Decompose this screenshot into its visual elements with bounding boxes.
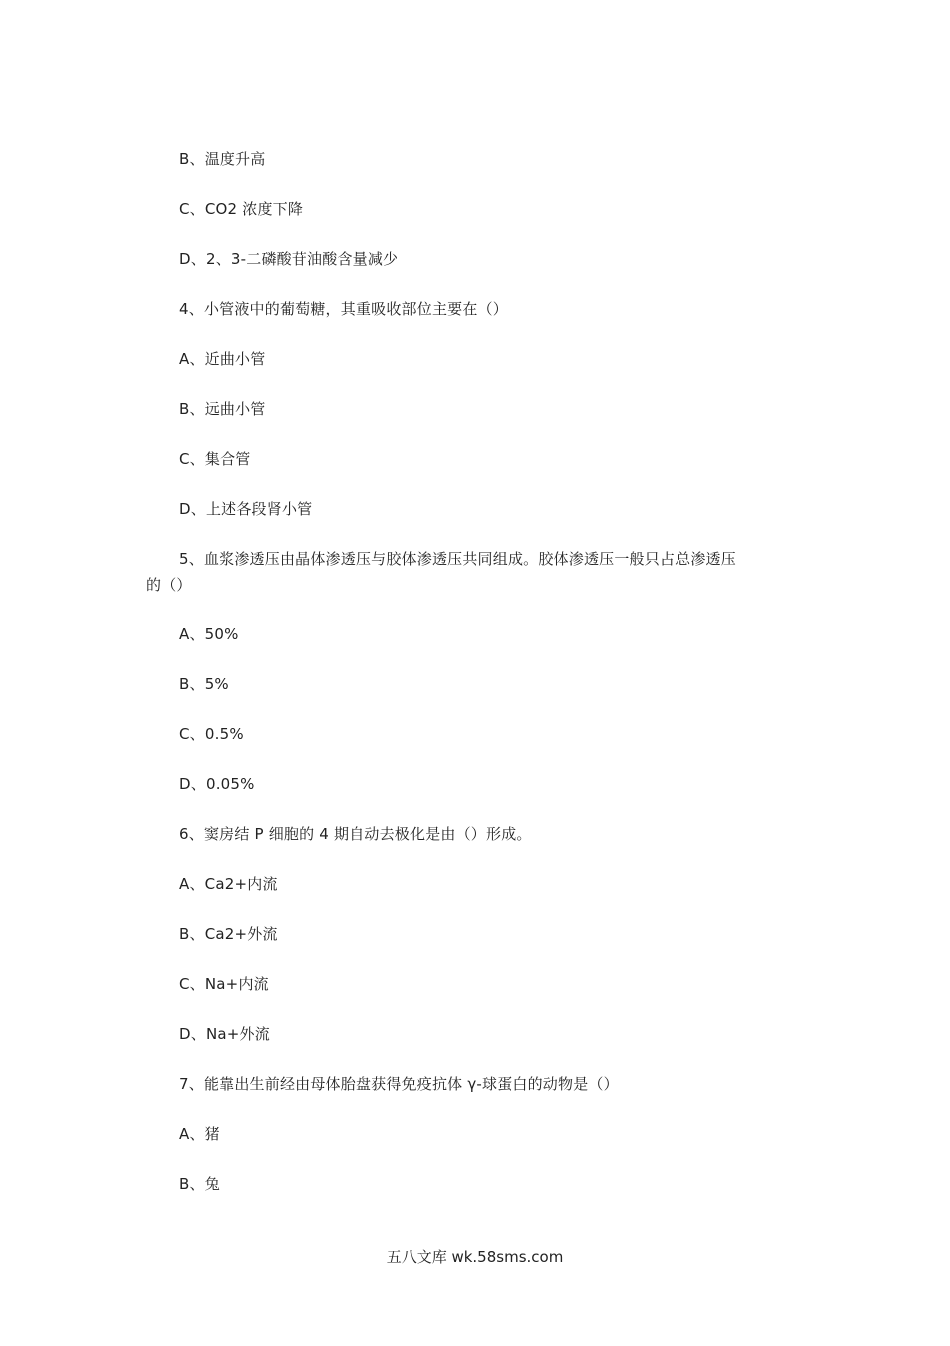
option-b-temperature: B、温度升高 [179, 150, 266, 168]
q4-option-b: B、远曲小管 [179, 400, 266, 418]
question-7: 7、能靠出生前经由母体胎盘获得免疫抗体 γ-球蛋白的动物是（） [179, 1075, 619, 1093]
q4-option-a: A、近曲小管 [179, 350, 266, 368]
q6-option-d: D、Na+外流 [179, 1025, 270, 1043]
question-6: 6、窦房结 P 细胞的 4 期自动去极化是由（）形成。 [179, 825, 532, 843]
question-5-line-2: 的（） [146, 576, 192, 594]
q7-option-a: A、猪 [179, 1125, 220, 1143]
q4-option-c: C、集合管 [179, 450, 251, 468]
question-4: 4、小管液中的葡萄糖，其重吸收部位主要在（） [179, 300, 508, 318]
q5-option-d: D、0.05% [179, 775, 255, 793]
q5-option-b: B、5% [179, 675, 229, 693]
q5-option-a: A、50% [179, 625, 239, 643]
option-c-co2: C、CO2 浓度下降 [179, 200, 304, 218]
q7-option-b: B、兔 [179, 1175, 220, 1193]
q6-option-b: B、Ca2+外流 [179, 925, 278, 943]
option-d-23dpg: D、2、3-二磷酸苷油酸含量减少 [179, 250, 399, 268]
q6-option-c: C、Na+内流 [179, 975, 269, 993]
question-5-line-1: 5、血浆渗透压由晶体渗透压与胶体渗透压共同组成。胶体渗透压一般只占总渗透压 [179, 550, 736, 568]
q5-option-c: C、0.5% [179, 725, 244, 743]
q6-option-a: A、Ca2+内流 [179, 875, 278, 893]
q4-option-d: D、上述各段肾小管 [179, 500, 313, 518]
page-footer: 五八文库 wk.58sms.com [386, 1248, 564, 1266]
